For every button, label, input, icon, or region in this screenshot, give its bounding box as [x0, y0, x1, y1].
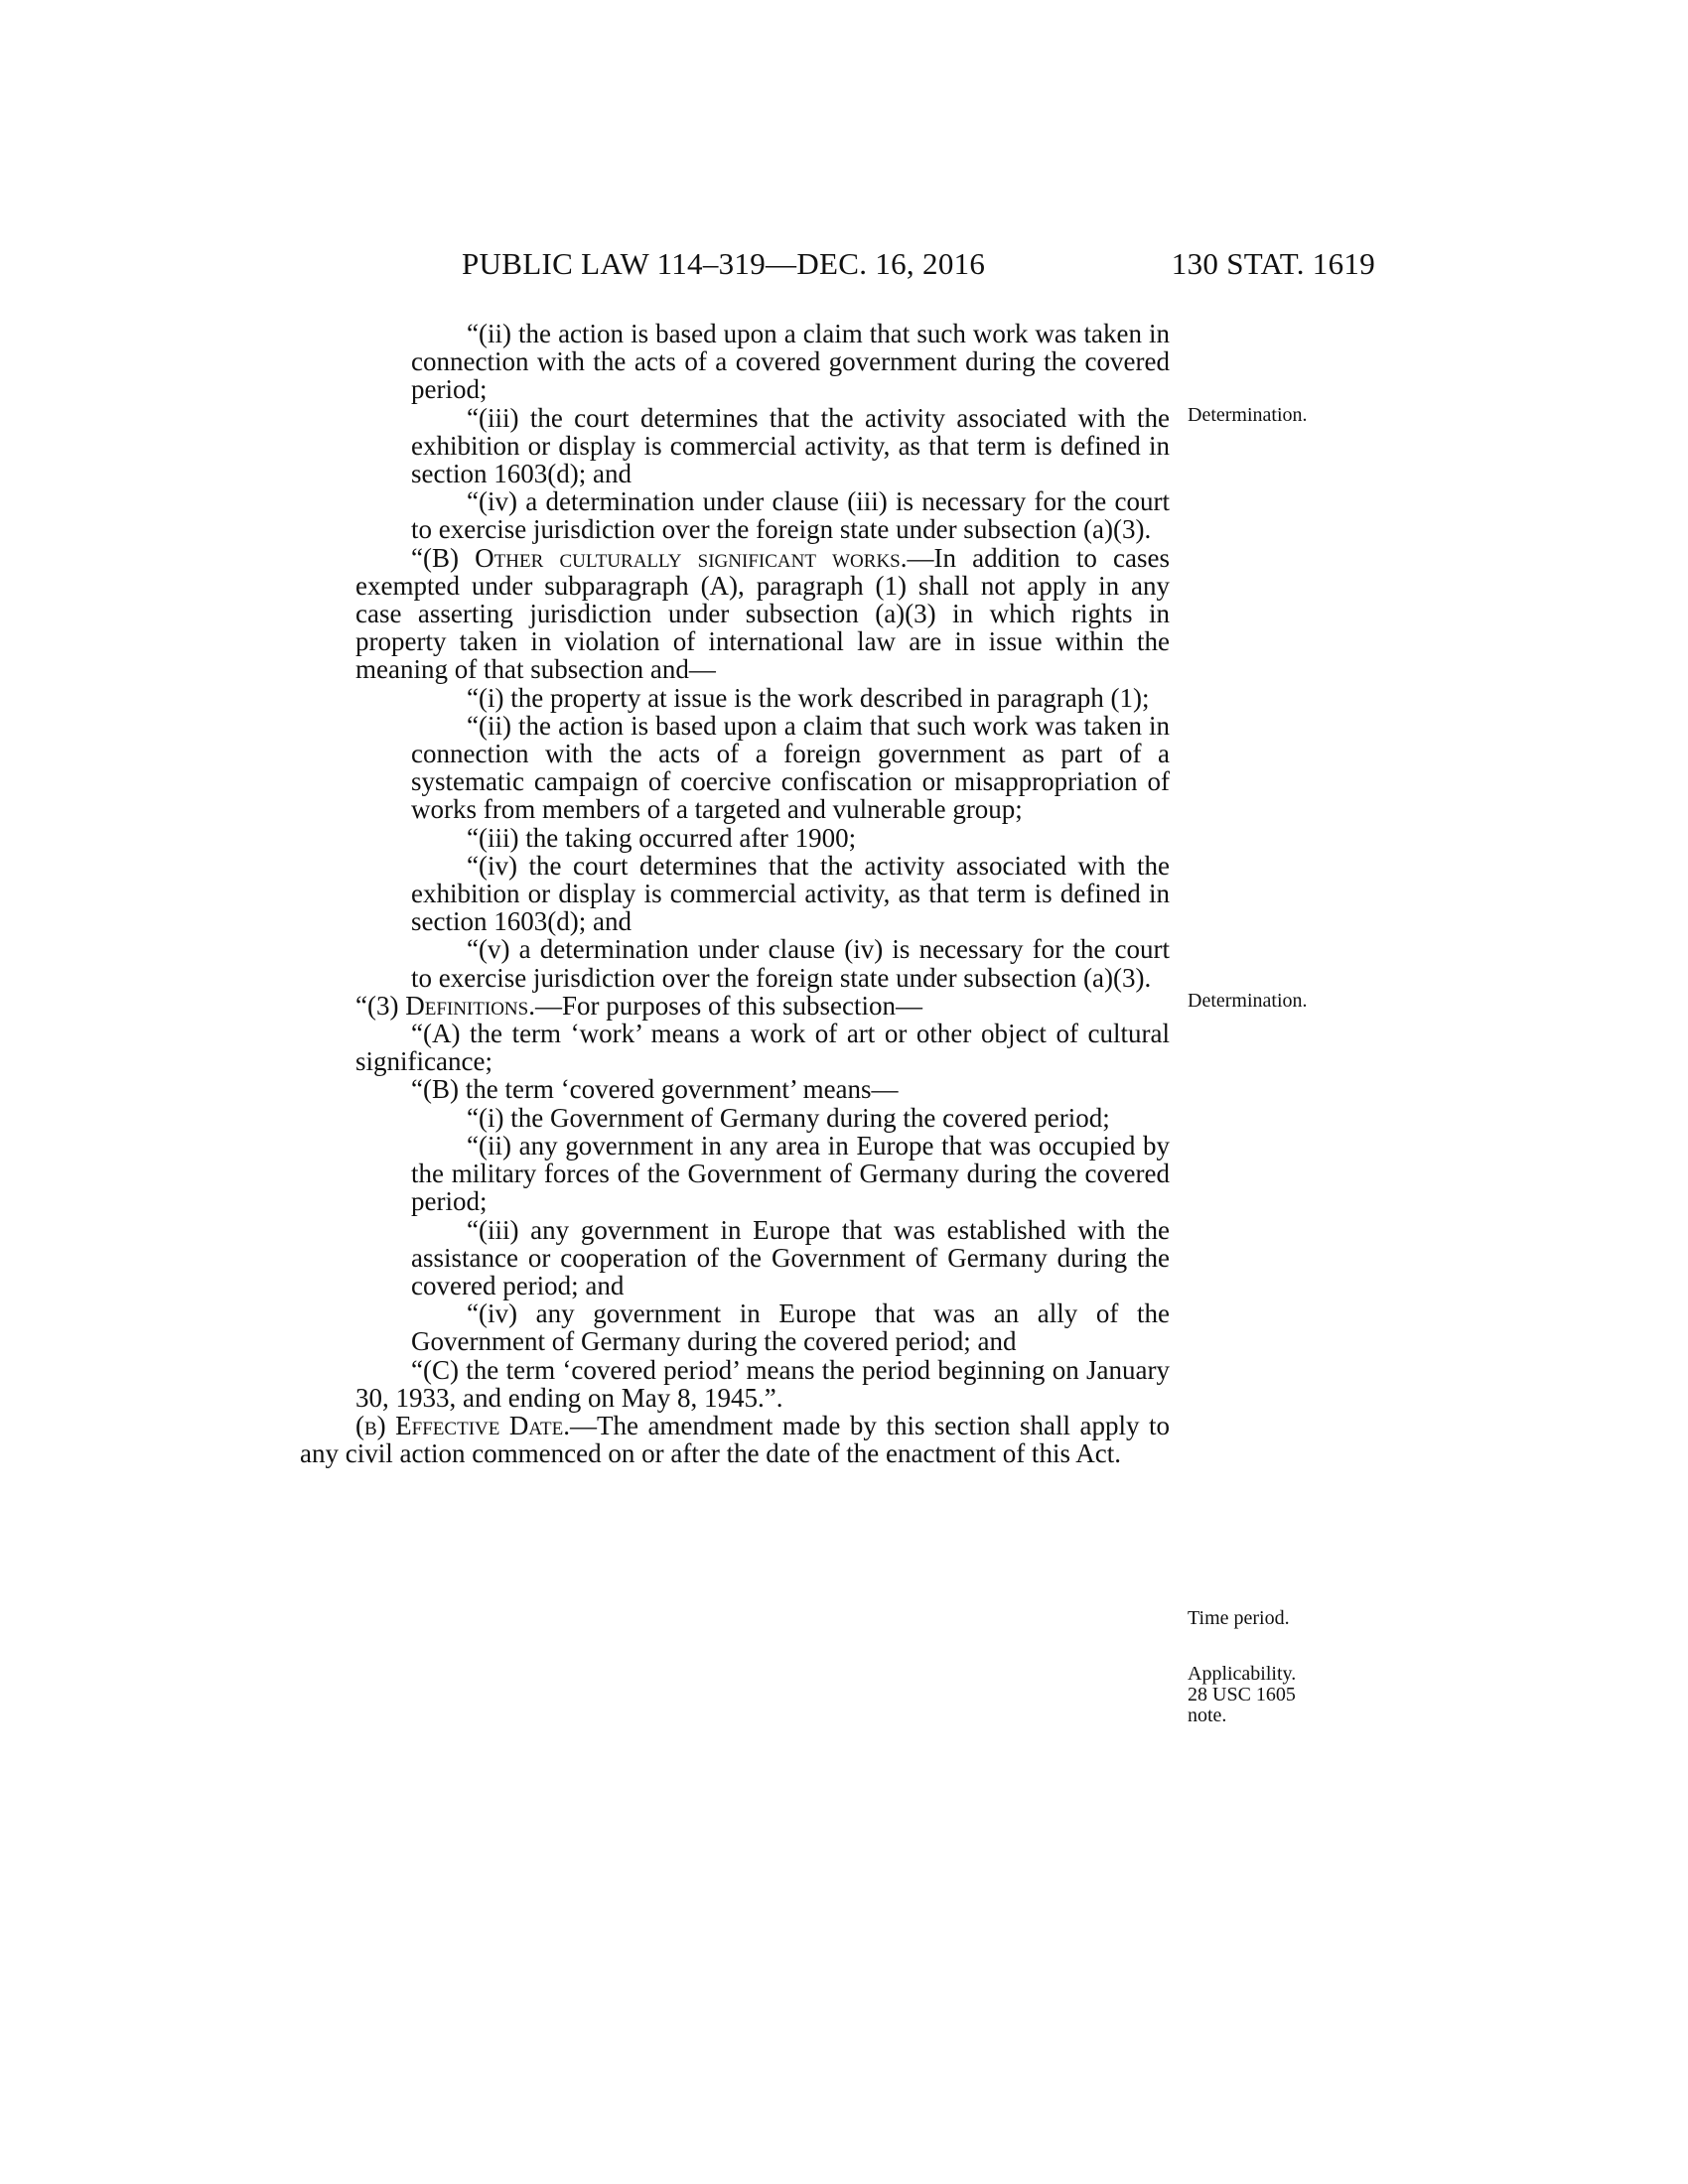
clause-iv-determination: “(iv) a determination under clause (iii) is necessary for the court to exercise jurisdiction over the foreign state under subsection (a)(3). [411, 486, 1170, 545]
definitions-heading: “(3) Definitions. [355, 990, 535, 1021]
header-page-number: 130 STAT. 1619 [1171, 246, 1375, 281]
subparagraph-b-text: —In addition to cases exempted under subparagraph (A), paragraph (1) shall not apply in any case asserting jurisdiction under subsection (a)(3) in which rights in property taken in violation of international law are in issue within the meaning of that subsection and— [355, 542, 1170, 685]
clause-ii-covered: “(ii) the action is based upon a claim that such work was taken in connection with the acts of a covered government during the covered period; [411, 319, 1170, 405]
effective-date-heading: (b) Effective Date. [355, 1410, 570, 1440]
definition-c-covered-period: “(C) the term ‘covered period’ means the period beginning on January 30, 1933, and ending on May 8, 1945.”. [355, 1354, 1170, 1413]
margin-note-determination-1: Determination. [1188, 404, 1308, 426]
effective-date-text: —The amendment made by this section shall apply to any civil action commenced on or after the date of the enactment of this Act. [300, 1410, 1170, 1469]
margin-note-determination-2: Determination. [1188, 990, 1308, 1012]
clause-iv-commercial: “(iv) the court determines that the activity associated with the exhibition or display is commercial activity, as that term is defined in section 1603(d); and [411, 850, 1170, 937]
margin-note-applicability [1188, 1664, 1346, 1726]
definition-b-clause-iii: “(iii) any government in Europe that was established with the assistance or cooperation of the Government of Germany during the covered period; and [411, 1214, 1170, 1300]
clause-i-property: “(i) the property at issue is the work described in paragraph (1); [467, 682, 1150, 713]
margin-note-note: note. [1188, 1705, 1227, 1726]
margin-note-time-period: Time period. [1188, 1607, 1290, 1629]
document-body [300, 320, 1170, 1467]
header-title: PUBLIC LAW 114–319—DEC. 16, 2016 [462, 246, 986, 281]
definition-b-clause-iv: “(iv) any government in Europe that was an ally of the Government of Germany during the covered period; and [411, 1298, 1170, 1357]
definition-a-work: “(A) the term ‘work’ means a work of art or other object of cultural significance; [355, 1019, 1170, 1077]
subparagraph-b-heading: “(B) Other culturally significant works. [411, 542, 908, 573]
subparagraph-b [300, 544, 1170, 684]
page-header [462, 246, 1375, 286]
clause-iii-commercial: “(iii) the court determines that the activity associated with the exhibition or display is commercial activity, as that term is defined in section 1603(d); and [411, 402, 1170, 489]
definitions-text: —For purposes of this subsection— [534, 990, 922, 1021]
margin-note-usc-citation: 28 USC 1605 [1188, 1684, 1296, 1706]
paragraph-3-definitions [300, 992, 1170, 1020]
clause-v-determination: “(v) a determination under clause (iv) is necessary for the court to exercise jurisdiction over the foreign state under subsection (a)(3). [411, 934, 1170, 993]
clause-iii-taking: “(iii) the taking occurred after 1900; [467, 822, 857, 853]
definition-b-clause-ii: “(ii) any government in any area in Europe that was occupied by the military forces of the Government of Germany during the covered period; [411, 1130, 1170, 1217]
clause-ii-foreign: “(ii) the action is based upon a claim that such work was taken in connection with the acts of a foreign government as part of a systematic campaign of coercive confiscation or misappropriation of works from members of a targeted and vulnerable group; [411, 710, 1170, 825]
definition-b-covered-government: “(B) the term ‘covered government’ means— [411, 1074, 899, 1105]
subsection-b-effective-date [300, 1412, 1170, 1467]
definition-b-clause-i: “(i) the Government of Germany during the covered period; [467, 1102, 1110, 1133]
margin-note-applicability-label: Applicability. [1188, 1663, 1297, 1685]
